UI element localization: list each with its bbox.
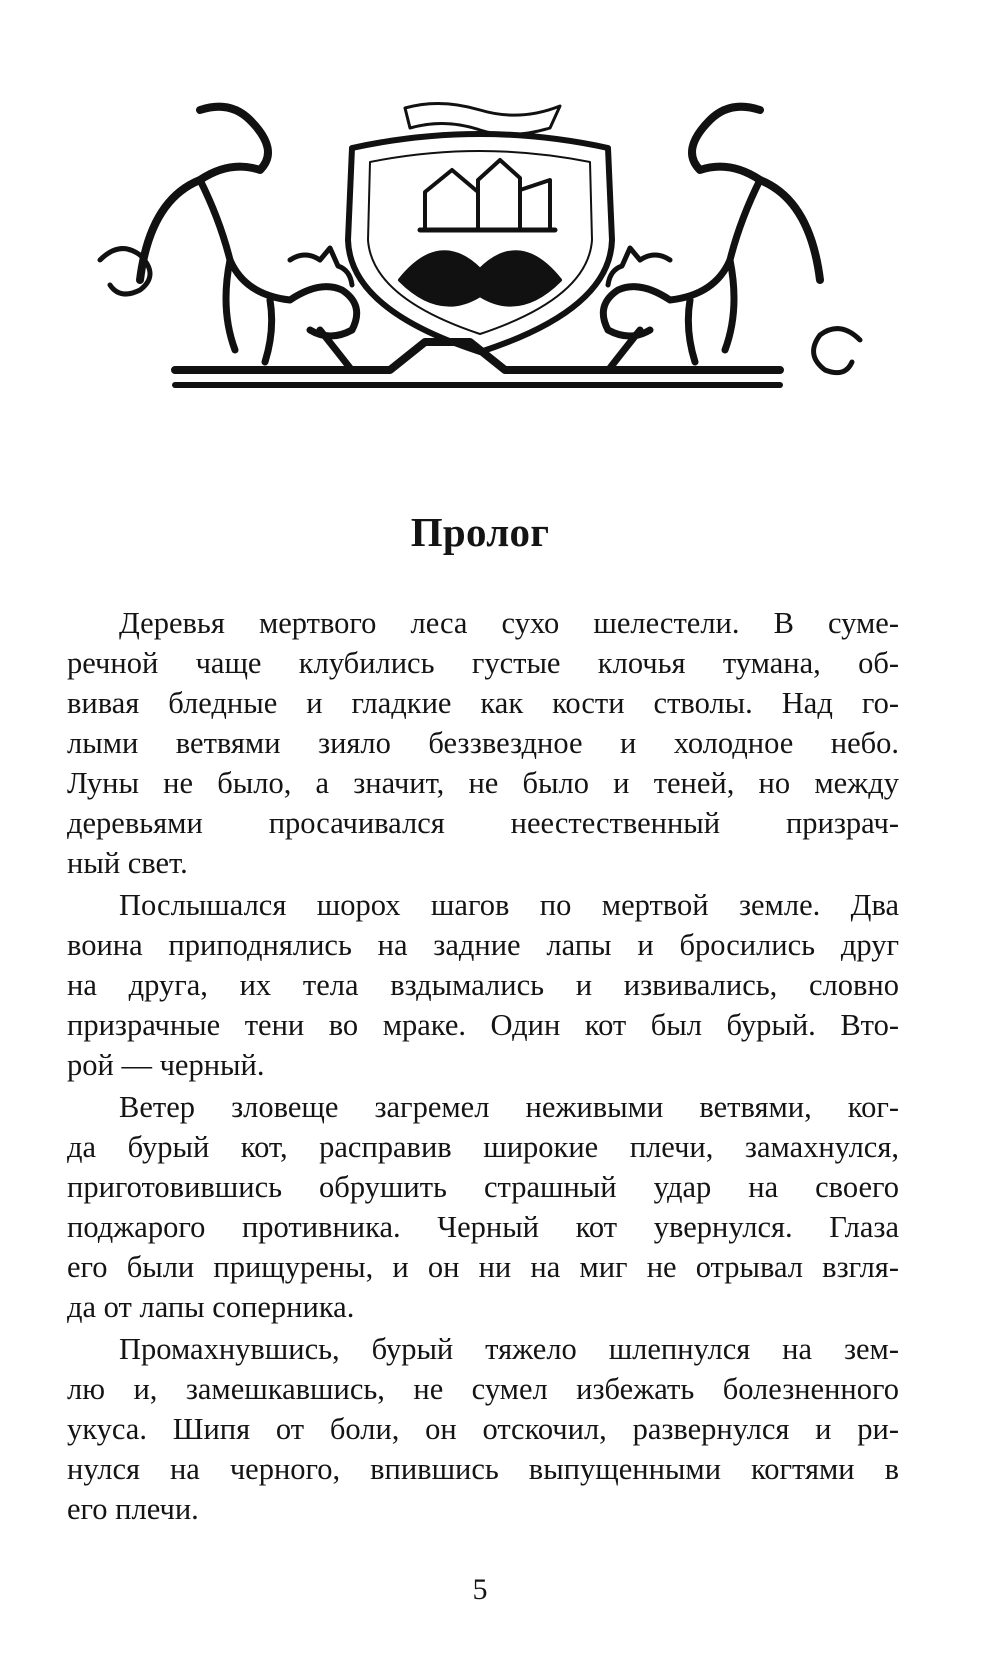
text-line: речной чаще клубились густые клочья тумана, об- — [67, 646, 899, 680]
text-line: да от лапы соперника. — [67, 1290, 355, 1324]
text-line: поджарого противника. Черный кот увернулся. Глаза — [67, 1210, 899, 1244]
chapter-title: Пролог — [410, 509, 550, 555]
text-line: деревьями просачивался неестественный призрач- — [67, 806, 899, 840]
text-line: приготовившись обрушить страшный удар на своего — [67, 1170, 899, 1204]
text-line: Луны не было, а значит, не было и теней, но между — [67, 766, 899, 800]
text-line: нулся на черного, впившись выпущенными когтями в — [67, 1452, 899, 1486]
paragraph — [67, 885, 899, 1085]
text-line: лыми ветвями зияло беззвездное и холодное небо. — [67, 726, 899, 760]
text-line: Послышался шорох шагов по мертвой земле. Два — [119, 888, 899, 922]
text-line: Ветер зловеще загремел неживыми ветвями, ког- — [119, 1090, 899, 1124]
text-line: на друга, их тела вздымались и извивались, словно — [67, 968, 899, 1002]
page-number: 5 — [472, 1573, 488, 1606]
text-line: Промахнувшись, бурый тяжело шлепнулся на зем- — [119, 1332, 899, 1366]
text-line: вивая бледные и гладкие как кости стволы. Над го- — [67, 686, 899, 720]
text-line: призрачные тени во мраке. Один кот был бурый. Вто- — [67, 1008, 899, 1042]
paragraph — [67, 1087, 899, 1327]
text-line: его были прищурены, и он ни на миг не отрывал взгля- — [67, 1250, 899, 1284]
text-line: укуса. Шипя от боли, он отскочил, развернулся и ри- — [67, 1412, 899, 1446]
text-line: рой — черный. — [67, 1048, 265, 1082]
text-line: воина приподнялись на задние лапы и бросились друг — [67, 928, 899, 962]
text-line: лю и, замешкавшись, не сумел избежать болезненного — [67, 1372, 899, 1406]
body-text — [67, 603, 899, 1531]
text-line: Деревья мертвого леса сухо шелестели. В суме- — [119, 606, 899, 640]
heraldic-cats-crest-icon — [80, 80, 880, 410]
text-line: ный свет. — [67, 846, 188, 880]
paragraph — [67, 1329, 899, 1529]
text-line: его плечи. — [67, 1492, 199, 1526]
text-line: да бурый кот, расправив широкие плечи, замахнулся, — [67, 1130, 899, 1164]
paragraph — [67, 603, 899, 883]
